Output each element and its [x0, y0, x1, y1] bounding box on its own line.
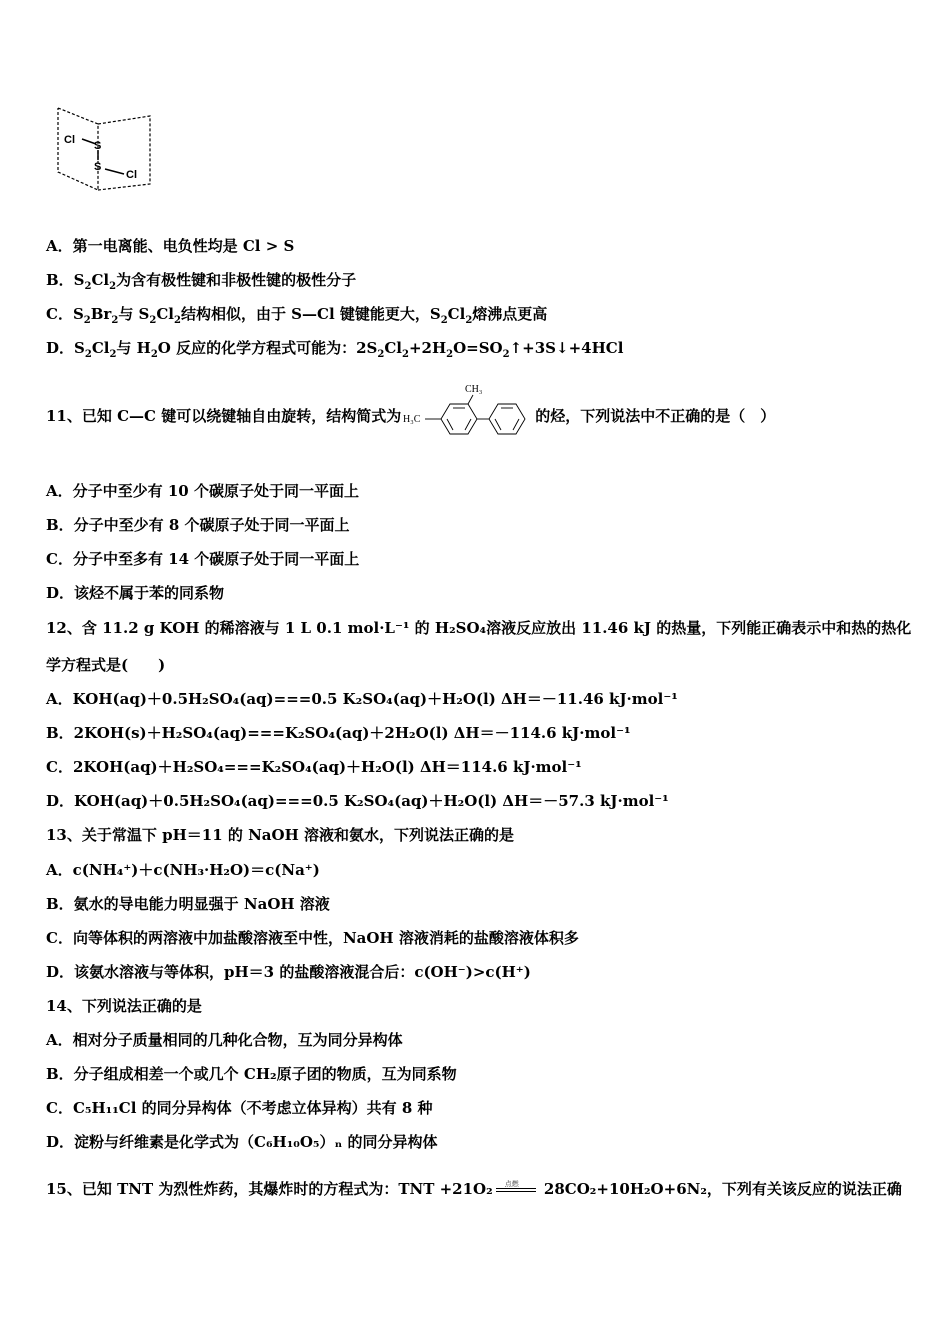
q14-option-a: A．相对分子质量相同的几种化合物，互为同分异构体: [46, 1031, 403, 1049]
q14-stem: 14、下列说法正确的是: [46, 997, 202, 1015]
reaction-condition-label: 点燃: [504, 1180, 519, 1188]
q10-d-mid4: O=SO: [453, 339, 503, 357]
atom-s-1: S: [94, 140, 102, 152]
q10-d-pre: D．S: [46, 339, 85, 357]
q11-option-b: B．分子中至少有 8 个碳原子处于同一平面上: [46, 516, 350, 534]
q13-option-a: A．c(NH₄⁺)＋c(NH₃·H₂O)＝c(Na⁺): [46, 861, 320, 879]
q12-option-a: A．KOH(aq)＋0.5H₂SO₄(aq)===0.5 K₂SO₄(aq)＋H₂O(l) ΔH＝－11.46 kJ·mol⁻¹: [46, 690, 678, 708]
q10-d-mid2: O 反应的化学方程式可能为：2S: [157, 339, 378, 357]
q11-stem-pre: 11、已知 C—C 键可以绕键轴自由旋转，结构简式为: [46, 407, 402, 425]
q14-option-b: B．分子组成相差一个或几个 CH₂原子团的物质，互为同系物: [46, 1065, 457, 1083]
q10-d-mid: 与 H: [116, 339, 151, 357]
q15-stem-pre: 15、已知 TNT 为烈性炸药，其爆炸时的方程式为：TNT +21O₂: [46, 1180, 493, 1198]
q12-option-c: C．2KOH(aq)＋H₂SO₄===K₂SO₄(aq)＋H₂O(l) ΔH＝114.6 kJ·mol⁻¹: [46, 758, 582, 776]
q10-c-pre: C．S: [46, 305, 84, 323]
atom-cl-1: Cl: [64, 134, 75, 146]
q11-option-a: A．分子中至少有 10 个碳原子处于同一平面上: [46, 482, 359, 500]
atom-cl-2: Cl: [126, 169, 137, 181]
q10-c-mid2: 结构相似，由于 S—Cl 键键能更大，S: [180, 305, 441, 323]
q10-b-post: 为含有极性键和非极性键的极性分子: [116, 271, 357, 289]
biphenyl-structure-figure: [403, 382, 533, 452]
q15-stem: [46, 1179, 902, 1199]
q13-stem: 13、关于常温下 pH＝11 的 NaOH 溶液和氨水，下列说法正确的是: [46, 826, 514, 844]
q12-stem-line2: 学方程式是( ): [46, 656, 166, 674]
mol-label-h3c: H₃C: [403, 414, 421, 425]
q10-b-pre: B．S: [46, 271, 85, 289]
q10-option-c: C．$S_2Br_2$与 $S_2Cl_2$结构相似，由于 S—Cl 键键能更大，$S_2Cl_2$熔沸点更高: [46, 305, 548, 326]
q11-stem: [46, 376, 775, 456]
atom-s-2: S: [94, 161, 102, 173]
mol-label-ch3: CH₃: [465, 384, 483, 395]
q10-option-a: A．第一电离能、电负性均是 Cl > S: [46, 237, 295, 255]
q13-option-b: B．氨水的导电能力明显强于 NaOH 溶液: [46, 895, 330, 913]
q13-option-c: C．向等体积的两溶液中加盐酸溶液至中性，NaOH 溶液消耗的盐酸溶液体积多: [46, 929, 579, 947]
q10-c-mid1: 与 S: [118, 305, 150, 323]
q10-d-mid3: +2H: [408, 339, 447, 357]
q14-option-d: D．淀粉与纤维素是化学式为（C₆H₁₀O₅）ₙ 的同分异构体: [46, 1133, 438, 1151]
q11-stem-post: 的烃，下列说法中不正确的是（ ）: [535, 407, 776, 425]
q13-option-d: D．该氨水溶液与等体积，pH＝3 的盐酸溶液混合后：c(OH⁻)>c(H⁺): [46, 963, 531, 981]
q11-option-c: C．分子中至多有 14 个碳原子处于同一平面上: [46, 550, 360, 568]
reaction-condition-arrow: [496, 1180, 536, 1197]
q12-option-b: B．2KOH(s)＋H₂SO₄(aq)===K₂SO₄(aq)＋2H₂O(l) ΔH＝－114.6 kJ·mol⁻¹: [46, 724, 631, 742]
q10-option-b: B．$S_2Cl_2$为含有极性键和非极性键的极性分子: [46, 271, 357, 292]
q10-c-post: 熔沸点更高: [472, 305, 548, 323]
q12-option-d: D．KOH(aq)＋0.5H₂SO₄(aq)===0.5 K₂SO₄(aq)＋H₂O(l) ΔH＝－57.3 kJ·mol⁻¹: [46, 792, 669, 810]
q11-option-d: D．该烃不属于苯的同系物: [46, 584, 225, 602]
q10-option-d: D．$S_2Cl_2$与 $H_2O$ 反应的化学方程式可能为：$2S_2Cl_2+2H_2O=SO_2↑+3S↓+4HCl$: [46, 339, 624, 360]
s2cl2-structure-figure: [52, 100, 162, 195]
q12-stem-line1: 12、含 11.2 g KOH 的稀溶液与 1 L 0.1 mol·L⁻¹ 的 H₂SO₄溶液反应放出 11.46 kJ 的热量，下列能正确表示中和热的热化: [46, 619, 912, 637]
q14-option-c: C．C₅H₁₁Cl 的同分异构体（不考虑立体异构）共有 8 种: [46, 1099, 433, 1117]
q15-stem-post: 28CO₂+10H₂O+6N₂，下列有关该反应的说法正确: [538, 1180, 902, 1198]
q10-d-post: ↑+3S↓+4HCl: [509, 339, 624, 357]
